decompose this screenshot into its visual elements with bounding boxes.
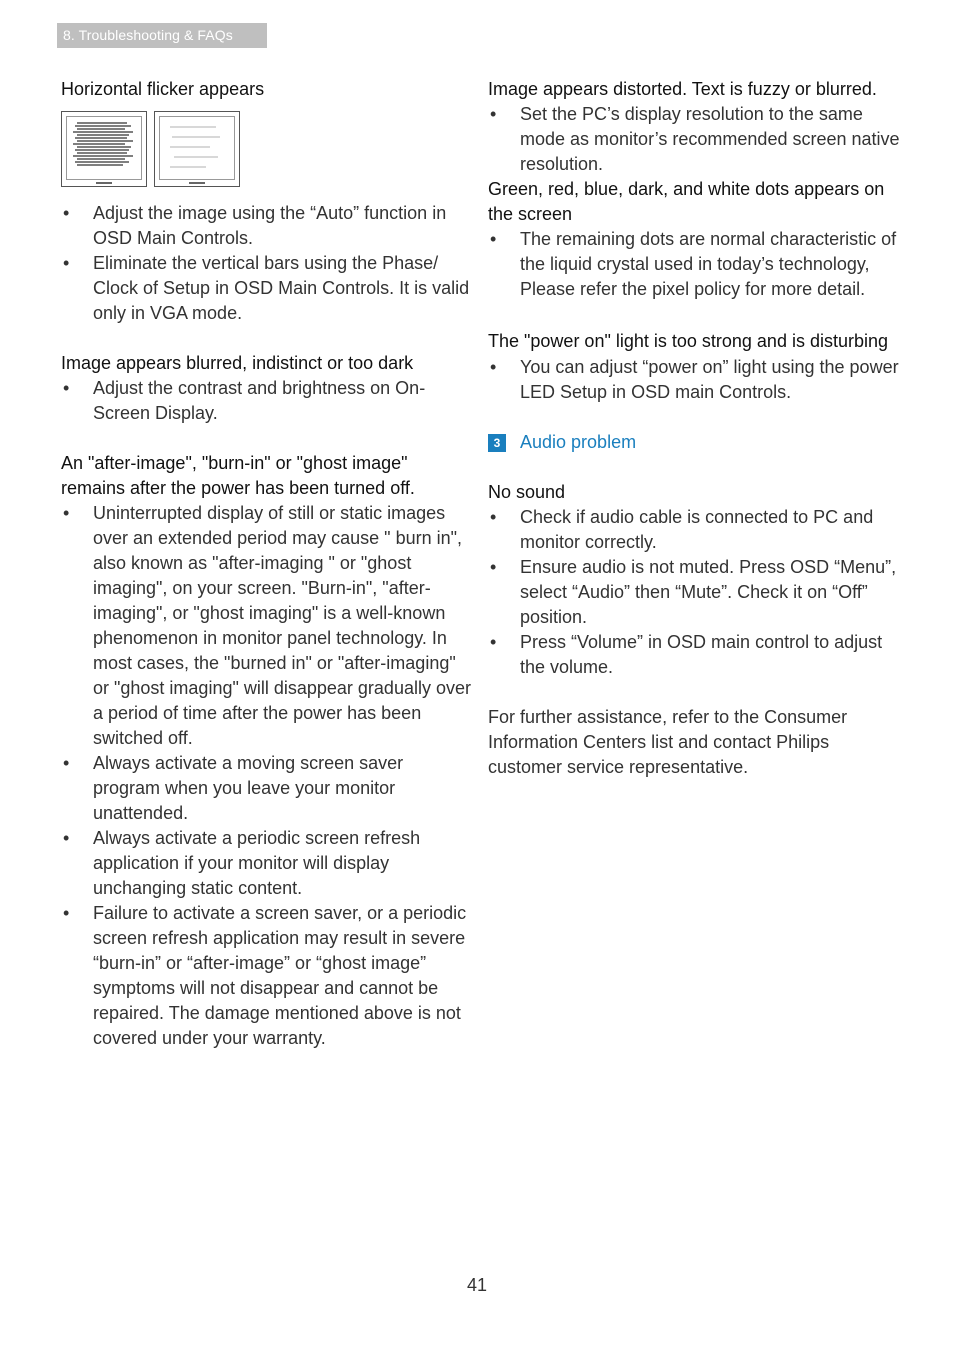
distorted-heading: Image appears distorted. Text is fuzzy or blurred. [488,79,877,99]
page-number: 41 [466,1275,488,1295]
list-item: • Uninterrupted display of still or static images over an extended period may cause " burn in", also known as "after-imaging " or "ghost imaging", on your screen. "Burn-in", "after-imaging", or "ghost imaging" is a well-known phenomenon in monitor panel technology. In most cases, the "burned in" or "after-imaging" or "ghost imaging" will disappear gradually over a period of time after the power has been switched off. [61,501,471,751]
flicker-heading: Horizontal flicker appears [61,79,265,99]
dots-heading: Green, red, blue, dark, and white dots appears on the screen [488,179,885,224]
blurred-list [61,376,471,426]
distorted-list [488,102,903,177]
list-item: • Check if audio cable is connected to PC and monitor correctly. [488,505,903,555]
list-item: • Press “Volume” in OSD main control to adjust the volume. [488,630,903,680]
flicker-before-image [61,111,147,187]
audio-problem-title: Audio problem [520,432,637,452]
right-column [488,77,903,780]
flicker-list [61,201,471,326]
section-label: 8. Troubleshooting & FAQs [57,23,267,48]
power-light-list [488,355,903,405]
list-item: • Adjust the contrast and brightness on On-Screen Display. [61,376,471,426]
list-item: • You can adjust “power on” light using the power LED Setup in OSD main Controls. [488,355,903,405]
left-column [61,77,471,1051]
dots-list [488,227,903,302]
assistance-paragraph: For further assistance, refer to the Consumer Information Centers list and contact Philips customer service representative. [488,707,848,777]
section-number-badge: 3 [488,434,506,452]
list-item: • The remaining dots are normal characteristic of the liquid crystal used in today’s technology, Please refer the pixel policy for more detail. [488,227,903,302]
flicker-illustration [61,111,471,189]
audio-problem-section-title [488,430,903,455]
list-item: • Ensure audio is not muted. Press OSD “Menu”, select “Audio” then “Mute”. Check it on “Off” position. [488,555,903,630]
list-item: • Always activate a moving screen saver program when you leave your monitor unattended. [61,751,471,826]
list-item: • Eliminate the vertical bars using the Phase/ Clock of Setup in OSD Main Controls. It is valid only in VGA mode. [61,251,471,326]
no-sound-list [488,505,903,680]
list-item: • Failure to activate a screen saver, or a periodic screen refresh application may result in severe “burn-in” or “after-image” or “ghost image” symptoms will not disappear and cannot be repaired. The damage mentioned above is not covered under your warranty. [61,901,471,1051]
list-item: • Set the PC’s display resolution to the same mode as monitor’s recommended screen native resolution. [488,102,903,177]
flicker-lines-clean [160,117,236,181]
no-sound-heading: No sound [488,482,566,502]
after-image-heading: An "after-image", "burn-in" or "ghost image" remains after the power has been turned off. [61,453,415,498]
list-item: • Always activate a periodic screen refresh application if your monitor will display unchanging static content. [61,826,471,901]
flicker-lines-dense [67,117,143,181]
flicker-after-image [154,111,240,187]
blurred-heading: Image appears blurred, indistinct or too dark [61,353,414,373]
after-image-list [61,501,471,1051]
list-item: • Adjust the image using the “Auto” function in OSD Main Controls. [61,201,471,251]
power-light-heading: The "power on" light is too strong and is disturbing [488,331,888,351]
